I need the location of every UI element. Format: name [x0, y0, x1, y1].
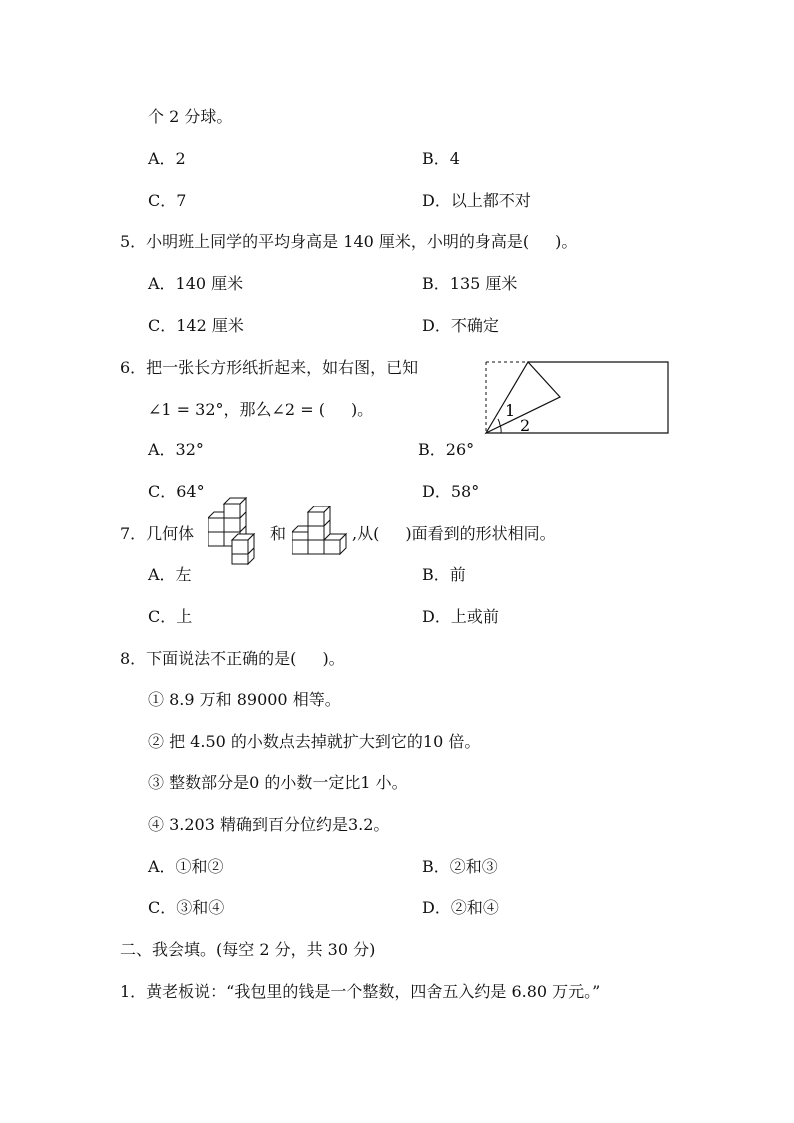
- q6-option-a: A．32°: [148, 440, 204, 459]
- q8-stem-text: 8．下面说法不正确的是(: [120, 649, 297, 668]
- q8-option-a: A．①和②: [148, 857, 224, 876]
- q7-option-d: D．上或前: [422, 607, 499, 626]
- q8-stem-end: )。: [322, 649, 345, 668]
- q6-stem-end: )。: [350, 400, 374, 419]
- q4-option-c: C．7: [148, 191, 187, 210]
- q6-stem-line1: 6．把一张长方形纸折起来，如右图，已知: [120, 358, 419, 377]
- q8-statement-3: ③ 整数部分是0 的小数一定比1 小。: [148, 773, 408, 792]
- q5-option-b: B．135 厘米: [422, 274, 518, 293]
- q5-stem: [120, 231, 577, 253]
- q4-option-a: A．2: [148, 149, 186, 168]
- q7-stem-start: 7．几何体: [120, 524, 195, 543]
- q6-stem-line2: [148, 399, 373, 421]
- angle1-arc: [498, 419, 500, 425]
- q5-stem-text: 5．小明班上同学的平均身高是 140 厘米，小明的身高是(: [120, 232, 530, 251]
- q5-option-c: C．142 厘米: [148, 316, 244, 335]
- q5-option-d: D．不确定: [422, 316, 499, 335]
- cube-figure-1: [208, 496, 264, 566]
- section2-q1-stem: 1．黄老板说：“我包里的钱是一个整数，四舍五入约是 6.80 万元。”: [120, 982, 601, 1001]
- q8-option-b: B．②和③: [422, 857, 498, 876]
- q7-option-c: C．上: [148, 607, 193, 626]
- rectangle-outline: [486, 362, 668, 433]
- q7-stem-from: ,从(: [352, 524, 380, 543]
- angle2-label: 2: [520, 416, 531, 435]
- q8-statement-1: ① 8.9 万和 89000 相等。: [148, 690, 341, 709]
- q6-stem-text: ∠1 = 32°，那么∠2 = (: [148, 400, 325, 419]
- angle1-label: 1: [505, 401, 516, 420]
- q5-stem-end: )。: [555, 232, 578, 251]
- q7-stem-and: 和: [270, 524, 287, 543]
- folded-paper-figure: [480, 356, 672, 440]
- q7-option-a: A．左: [148, 565, 192, 584]
- q8-stem: [120, 648, 345, 670]
- q7-stem-tail: )面看到的形状相同。: [405, 524, 556, 543]
- q8-option-d: D．②和④: [422, 898, 499, 917]
- q4-option-d: D．以上都不对: [422, 191, 531, 210]
- q7-stem-end: [352, 523, 556, 545]
- q5-option-a: A．140 厘米: [148, 274, 244, 293]
- section2-heading: 二、我会填。(每空 2 分，共 30 分): [120, 940, 376, 959]
- q4-option-b: B．4: [422, 149, 460, 168]
- q7-option-b: B．前: [422, 565, 466, 584]
- q4-continuation: 个 2 分球。: [148, 107, 233, 126]
- q6-option-c: C．64°: [148, 482, 205, 501]
- q8-option-c: C．③和④: [148, 898, 225, 917]
- cube-figure-2: [292, 506, 350, 560]
- q8-statement-4: ④ 3.203 精确到百分位约是3.2。: [148, 815, 390, 834]
- q8-statement-2: ② 把 4.50 的小数点去掉就扩大到它的10 倍。: [148, 732, 481, 751]
- q6-option-d: D．58°: [422, 482, 480, 501]
- q6-option-b: B．26°: [418, 440, 475, 459]
